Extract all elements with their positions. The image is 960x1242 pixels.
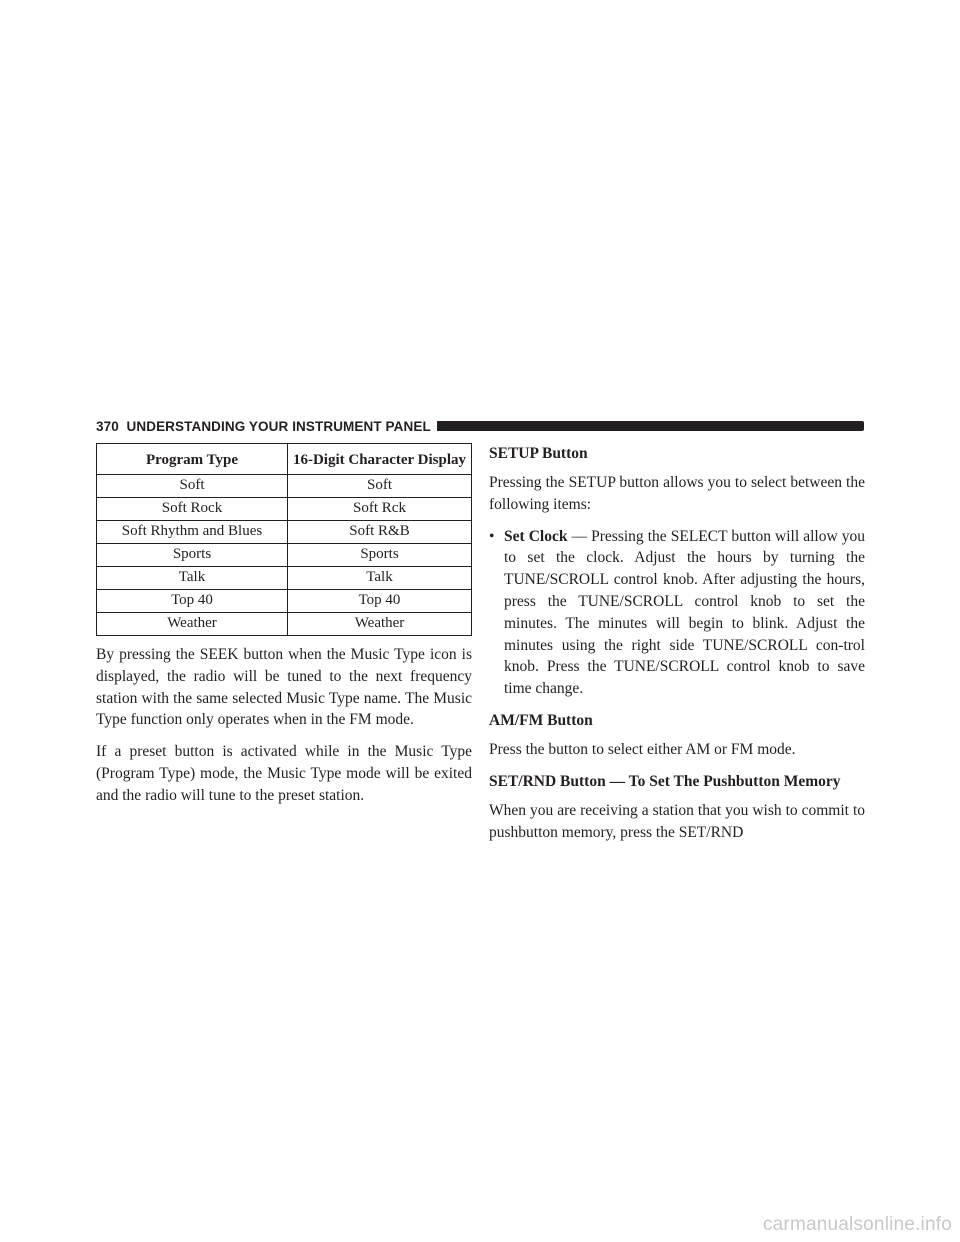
paragraph-seek-music-type: By pressing the SEEK button when the Music Type icon is displayed, the radio will be tuned to the next frequency station with the same selected Music Type name. The Music Type function only operates when in the FM mode. xyxy=(96,646,472,729)
watermark: carmanualsonline.info xyxy=(762,1214,952,1235)
column-header-program-type: Program Type xyxy=(97,444,288,475)
table-cell: Top 40 xyxy=(97,590,288,613)
left-column xyxy=(96,443,472,807)
paragraph-set-rnd: When you are receiving a station that you wish to commit to pushbutton memory, press the SET/RND xyxy=(489,801,865,841)
table-cell: Sports xyxy=(97,544,288,567)
table-cell: Soft Rhythm and Blues xyxy=(97,521,288,544)
list-item xyxy=(489,526,865,700)
table-cell: Soft R&B xyxy=(288,521,472,544)
setup-items-list xyxy=(489,526,865,700)
table-row xyxy=(97,475,472,498)
table-row xyxy=(97,590,472,613)
header-rule xyxy=(406,421,864,431)
column-header-character-display: 16-Digit Character Display xyxy=(288,444,472,475)
table-cell: Weather xyxy=(288,613,472,636)
header-text xyxy=(96,419,437,435)
right-column xyxy=(489,443,865,843)
table-cell: Talk xyxy=(97,567,288,590)
bullet-icon: • xyxy=(489,527,495,545)
section-title: UNDERSTANDING YOUR INSTRUMENT PANEL xyxy=(126,419,431,434)
table-cell: Soft Rock xyxy=(97,498,288,521)
table-header-row xyxy=(97,444,472,475)
table-cell: Soft xyxy=(288,475,472,498)
table-row xyxy=(97,498,472,521)
table-cell: Soft Rck xyxy=(288,498,472,521)
paragraph-amfm: Press the button to select either AM or FM mode. xyxy=(489,740,796,758)
table-row xyxy=(97,613,472,636)
table-cell: Soft xyxy=(97,475,288,498)
table-row xyxy=(97,544,472,567)
table-cell: Weather xyxy=(97,613,288,636)
paragraph-preset-button: If a preset button is activated while in the Music Type (Program Type) mode, the Music Type mode will be exited and the radio will tune to the preset station. xyxy=(96,743,472,804)
paragraph-setup-intro: Pressing the SETUP button allows you to select between the following items: xyxy=(489,474,865,513)
item-term-set-clock: Set Clock xyxy=(504,527,568,545)
table-cell: Sports xyxy=(288,544,472,567)
page-number: 370 xyxy=(96,419,119,434)
table-row xyxy=(97,521,472,544)
table-cell: Talk xyxy=(288,567,472,590)
table-row xyxy=(97,567,472,590)
table-cell: Top 40 xyxy=(288,590,472,613)
heading-amfm-button: AM/FM Button xyxy=(489,711,593,729)
running-header xyxy=(96,419,864,435)
heading-setup-button: SETUP Button xyxy=(489,445,588,462)
item-text-set-clock: — Pressing the SELECT button will allow you to set the clock. Adjust the hours by turning the TUNE/SCROLL control knob. After adjusting the hours, press the TUNE/SCROLL control knob to set the minutes. The minutes will begin to blink. Adjust the minutes using the right side TUNE/SCROLL con-trol knob. Press the TUNE/SCROLL control knob to save time change. xyxy=(504,527,865,698)
heading-set-rnd-button: SET/RND Button — To Set The Pushbutton Memory xyxy=(489,772,841,790)
program-type-table xyxy=(96,443,472,636)
